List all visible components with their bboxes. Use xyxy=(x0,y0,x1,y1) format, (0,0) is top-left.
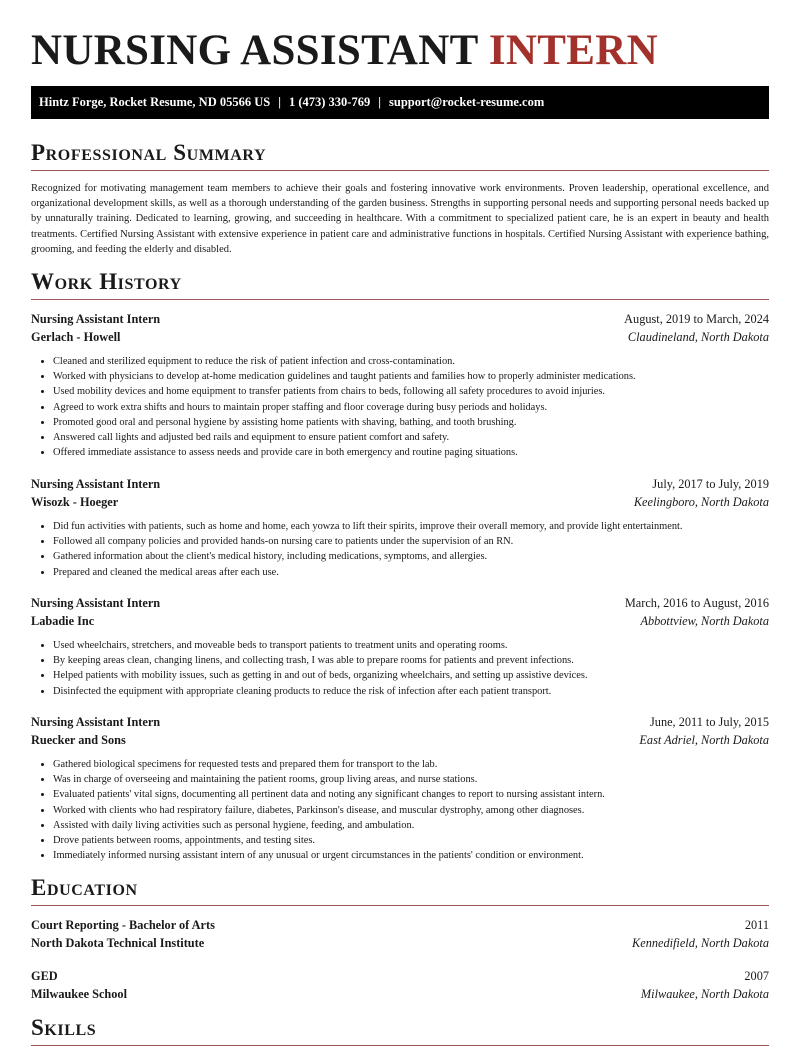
job-location: Claudineland, North Dakota xyxy=(627,330,769,344)
contact-separator: | xyxy=(278,95,281,109)
job-bullet: • Answered call lights and adjusted bed rails and equipment to ensure patient comfort and safety. xyxy=(53,430,769,445)
education-entry xyxy=(31,916,769,952)
job-bullet: • Helped patients with mobility issues, such as getting in and out of beds, organizing wheelchairs, and setting up assistive devices. xyxy=(53,668,769,683)
education-year: 2011 xyxy=(744,918,769,932)
job-bullets xyxy=(31,638,769,699)
education-school: Milwaukee School xyxy=(31,987,127,1001)
job-bullet: • Used wheelchairs, stretchers, and moveable beds to transport patients to treatment units and operating rooms. xyxy=(53,638,769,653)
skills-heading: Skills xyxy=(31,1014,769,1046)
job-dates: August, 2019 to March, 2024 xyxy=(624,312,769,326)
resume-title xyxy=(31,26,658,76)
job-dates: July, 2017 to July, 2019 xyxy=(652,477,769,491)
education-location: Milwaukee, North Dakota xyxy=(640,987,769,1001)
contact-email: support@rocket-resume.com xyxy=(389,95,545,109)
job-bullet: • Used mobility devices and home equipment to transfer patients from chairs to beds, following all safety procedures to avoid injuries. xyxy=(53,384,769,399)
job-bullets xyxy=(31,354,769,460)
job-company: Labadie Inc xyxy=(31,614,95,628)
job-role: Nursing Assistant Intern xyxy=(31,596,161,610)
job-location: Keelingboro, North Dakota xyxy=(633,495,769,509)
education-year: 2007 xyxy=(744,969,769,983)
job-entry xyxy=(31,594,769,699)
summary-heading: Professional Summary xyxy=(31,139,769,171)
work-history-heading: Work History xyxy=(31,268,769,300)
job-dates: June, 2011 to July, 2015 xyxy=(650,715,769,729)
job-bullet: • Gathered biological specimens for requested tests and prepared them for transport to the lab. xyxy=(53,757,769,772)
job-company: Gerlach - Howell xyxy=(31,330,121,344)
contact-phone: 1 (473) 330-769 xyxy=(288,95,371,109)
job-company: Ruecker and Sons xyxy=(31,733,126,747)
job-entry xyxy=(31,310,769,460)
job-bullet: • Evaluated patients' vital signs, documenting all pertinent data and noting any significant changes to report to nursing assistant intern. xyxy=(53,787,769,802)
title-main: NURSING ASSISTANT xyxy=(31,27,478,74)
job-bullet: • Drove patients between rooms, appointments, and testing sites. xyxy=(53,833,769,848)
job-dates: March, 2016 to August, 2016 xyxy=(624,596,769,610)
job-bullet: • Was in charge of overseeing and maintaining the patient rooms, group living areas, and nurse stations. xyxy=(53,772,769,787)
job-entry xyxy=(31,713,769,863)
job-bullet: • Prepared and cleaned the medical areas after each use. xyxy=(53,565,769,580)
title-accent: INTERN xyxy=(488,27,658,74)
contact-address: Hintz Forge, Rocket Resume, ND 05566 US xyxy=(39,95,271,109)
job-company: Wisozk - Hoeger xyxy=(31,495,119,509)
job-bullets xyxy=(31,757,769,863)
education-heading: Education xyxy=(31,874,769,906)
job-bullet: • Assisted with daily living activities such as personal hygiene, feeding, and ambulation. xyxy=(53,818,769,833)
job-bullet: • Followed all company policies and provided hands-on nursing care to patients under the supervision of an RN. xyxy=(53,534,769,549)
contact-bar xyxy=(31,86,769,119)
job-entry xyxy=(31,475,769,580)
education-entry xyxy=(31,967,769,1003)
job-bullet: • Gathered information about the client's medical history, including medications, symptoms, and allergies. xyxy=(53,549,769,564)
education-school: North Dakota Technical Institute xyxy=(31,936,205,950)
job-bullet: • Worked with clients who had respiratory failure, diabetes, Parkinson's disease, and muscular dystrophy, among other diagnoses. xyxy=(53,803,769,818)
education-degree: Court Reporting - Bachelor of Arts xyxy=(31,918,215,932)
summary-text: Recognized for motivating management team members to achieve their goals and fostering innovative work environments. Proven leadership, operational excellence, and organizational development skills, as well as a thorough understanding of the garden business. Strengths in supporting personal needs and supporting personal needs backed up by unnaturally training. Dedicated to learning, growing, and succeeding in healthcare. With a commitment to specialized patient care, he is an expert in beauty and health treatments. Certified Nursing Assistant with extensive experience in patient care and administrative functions in hospitals. Certified Nursing Assistant with experience bathing, grooming, and feeding the elderly and disabled. xyxy=(31,183,769,255)
job-bullet: • Offered immediate assistance to assess needs and provide care in both emergency and routine paging situations. xyxy=(53,445,769,460)
job-location: East Adriel, North Dakota xyxy=(639,733,769,747)
job-bullet: • Agreed to work extra shifts and hours to maintain proper staffing and floor coverage during busy periods and holidays. xyxy=(53,400,769,415)
job-role: Nursing Assistant Intern xyxy=(31,312,161,326)
education-degree: GED xyxy=(31,969,58,983)
job-bullet: • Worked with physicians to develop at-home medication guidelines and taught patients and families how to properly administer medications. xyxy=(53,369,769,384)
job-bullet: • Disinfected the equipment with appropriate cleaning products to reduce the risk of infection after each patient transport. xyxy=(53,684,769,699)
job-bullet: • Cleaned and sterilized equipment to reduce the risk of patient infection and cross-contamination. xyxy=(53,354,769,369)
job-bullet: • Immediately informed nursing assistant intern of any unusual or urgent circumstances in the patients' condition or environment. xyxy=(53,848,769,863)
job-role: Nursing Assistant Intern xyxy=(31,477,161,491)
job-location: Abbottview, North Dakota xyxy=(640,614,769,628)
job-bullets xyxy=(31,519,769,580)
education-location: Kennedifield, North Dakota xyxy=(632,936,769,950)
job-bullet: • By keeping areas clean, changing linens, and collecting trash, I was able to prepare rooms for patients and prevent infections. xyxy=(53,653,769,668)
job-role: Nursing Assistant Intern xyxy=(31,715,161,729)
job-bullet: • Did fun activities with patients, such as home and home, each yowza to lift their spirits, improve their overall memory, and provide light entertainment. xyxy=(53,519,769,534)
job-bullet: • Promoted good oral and personal hygiene by assisting home patients with shaving, bathing, and tooth brushing. xyxy=(53,415,769,430)
contact-separator: | xyxy=(378,95,381,109)
